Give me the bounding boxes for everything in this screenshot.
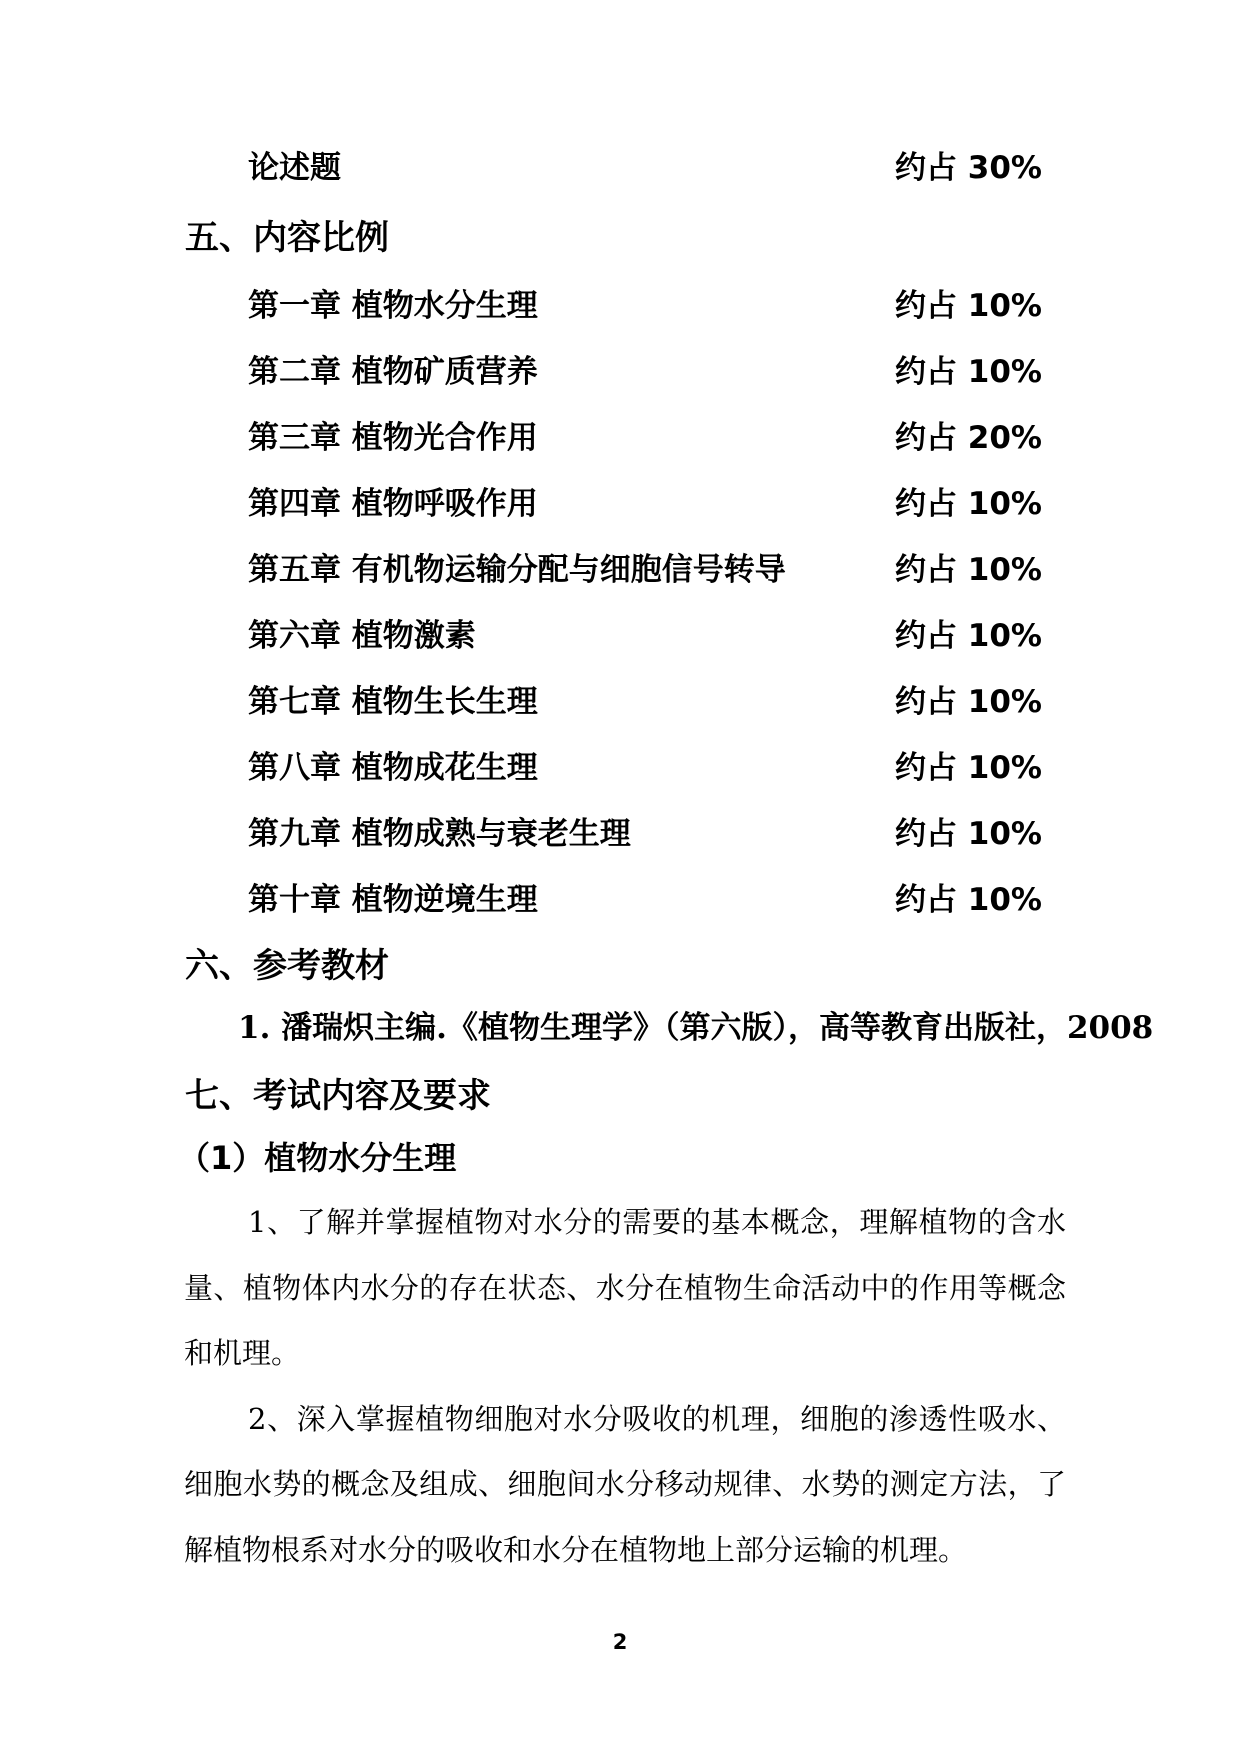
chapter-label: 第五章 有机物运输分配与细胞信号转导 [248,552,786,588]
chapter-row [0,352,1240,418]
body-text-line: 细胞水势的概念及组成、细胞间水分移动规律、水势的测定方法，了 [184,1467,1066,1501]
body-text-line: 1、了解并掌握植物对水分的需要的基本概念，理解植物的含水 [248,1205,1066,1239]
exam-topic-subheading: （1）植物水分生理 [178,1139,457,1177]
chapter-row [0,616,1240,682]
chapter-weight: 约占 10% [895,684,1042,720]
chapter-label: 第一章 植物水分生理 [248,288,538,324]
chapter-weight: 约占 10% [895,618,1042,654]
question-type-label: 论述题 [248,150,341,186]
reference-entry: 1. 潘瑞炽主编.《植物生理学》（第六版），高等教育出版社，2008 [238,1010,1154,1046]
chapter-weight: 约占 10% [895,288,1042,324]
chapter-label: 第四章 植物呼吸作用 [248,486,538,522]
chapter-weight: 约占 10% [895,816,1042,852]
chapter-label: 第六章 植物激素 [248,618,476,654]
chapter-row [0,682,1240,748]
chapter-weight: 约占 10% [895,354,1042,390]
body-text-line: 2、深入掌握植物细胞对水分吸收的机理，细胞的渗透性吸水、 [248,1401,1066,1436]
chapter-row [0,550,1240,616]
question-type-row [0,148,1240,188]
chapter-label: 第三章 植物光合作用 [248,420,538,456]
question-type-weight: 约占 30% [895,150,1042,186]
section-heading-exam-requirements: 七、考试内容及要求 [185,1076,491,1116]
chapter-row [0,418,1240,484]
body-text-line: 量、植物体内水分的存在状态、水分在植物生命活动中的作用等概念 [184,1270,1066,1305]
exam-requirements-body [184,1190,1066,1583]
chapter-label: 第九章 植物成熟与衰老生理 [248,816,631,852]
chapter-label: 第十章 植物逆境生理 [248,882,538,918]
chapter-row [0,880,1240,946]
chapter-weight: 约占 10% [895,882,1042,918]
body-text-line: 和机理。 [184,1336,301,1370]
page-number: 2 [612,1630,628,1654]
section-heading-content-ratio: 五、内容比例 [185,218,389,258]
chapter-label: 第八章 植物成花生理 [248,750,538,786]
chapter-row [0,286,1240,352]
chapter-row [0,814,1240,880]
chapter-label: 第七章 植物生长生理 [248,684,538,720]
chapter-weight: 约占 10% [895,750,1042,786]
section-heading-reference: 六、参考教材 [185,946,389,986]
chapter-weight: 约占 20% [895,420,1042,456]
body-text-line: 解植物根系对水分的吸收和水分在植物地上部分运输的机理。 [184,1532,968,1567]
chapter-weight: 约占 10% [895,552,1042,588]
chapter-weight: 约占 10% [895,486,1042,522]
chapter-row [0,484,1240,550]
chapter-ratio-list [0,286,1240,946]
chapter-row [0,748,1240,814]
chapter-label: 第二章 植物矿质营养 [248,354,538,390]
